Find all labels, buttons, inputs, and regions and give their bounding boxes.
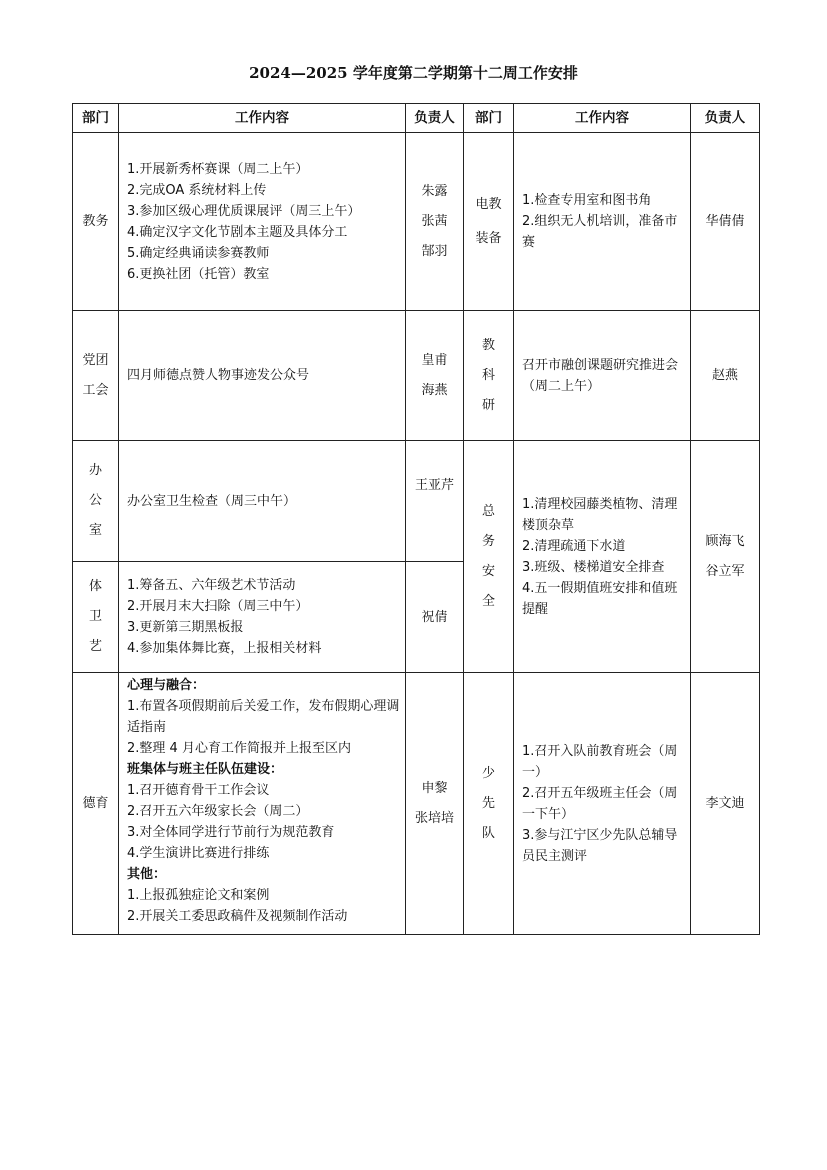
- header-dept: 部门: [73, 104, 119, 133]
- page-title: 2024—2025 学年度第二学期第十二周工作安排: [249, 64, 578, 82]
- content-bangongshi: 办公室卫生检查（周三中午）: [119, 441, 406, 562]
- table-row: [73, 673, 760, 935]
- table-row: [73, 441, 760, 562]
- content-jiaokeyan: 召开市融创课题研究推进会（周二上午）: [514, 311, 691, 441]
- dept-zongwu: 总 务 安 全: [464, 441, 514, 673]
- content-zongwu: 1.清理校园藤类植物、清理楼顶杂草 2.清理疏通下水道 3.班级、楼梯道安全排查 4.五一假期值班安排和值班提醒: [514, 441, 691, 673]
- header-content-2: 工作内容: [514, 104, 691, 133]
- content-dianjiao: 1.检查专用室和图书角 2.组织无人机培训，准备市赛: [514, 133, 691, 311]
- dept-jiaokeyan: 教 科 研: [464, 311, 514, 441]
- dept-dianjiao: 电教 装备: [464, 133, 514, 311]
- dept-jiaowu: 教务: [73, 133, 119, 311]
- owner-dangtuan: 皇甫 海燕: [406, 311, 464, 441]
- schedule-table: [72, 103, 760, 935]
- header-owner: 负责人: [406, 104, 464, 133]
- dept-deyu: 德育: [73, 673, 119, 935]
- content-dangtuan: 四月师德点赞人物事迹发公众号: [119, 311, 406, 441]
- header-content: 工作内容: [119, 104, 406, 133]
- owner-dianjiao: 华倩倩: [691, 133, 760, 311]
- table-row: [73, 311, 760, 441]
- content-tiweiyi: 1.筹备五、六年级艺术节活动 2.开展月末大扫除（周三中午） 3.更新第三期黑板报 4.参加集体舞比赛，上报相关材料: [119, 562, 406, 673]
- table-row: [73, 133, 760, 311]
- dept-shaoxiandui: 少 先 队: [464, 673, 514, 935]
- content-jiaowu: 1.开展新秀杯赛课（周二上午） 2.完成OA 系统材料上传 3.参加区级心理优质课展评（周三上午） 4.确定汉字文化节剧本主题及具体分工 5.确定经典诵读参赛教师 6.更换社团（托管）教室: [119, 133, 406, 311]
- content-shaoxiandui: 1.召开入队前教育班会（周一） 2.召开五年级班主任会（周一下午） 3.参与江宁区少先队总辅导员民主测评: [514, 673, 691, 935]
- dept-tiweiyi: 体 卫 艺: [73, 562, 119, 673]
- header-owner-2: 负责人: [691, 104, 760, 133]
- owner-shaoxiandui: 李文迪: [691, 673, 760, 935]
- owner-zongwu: 顾海飞 谷立军: [691, 441, 760, 673]
- header-dept-2: 部门: [464, 104, 514, 133]
- owner-tiweiyi: 祝倩: [406, 562, 464, 673]
- owner-jiaokeyan: 赵燕: [691, 311, 760, 441]
- content-deyu: 心理与融合： 1.布置各项假期前后关爱工作，发布假期心理调适指南 2.整理 4 月心育工作简报并上报至区内 班集体与班主任队伍建设： 1.召开德育骨干工作会议 2.召开五六年级家长会（周二） 3.对全体同学进行节前行为规范教育 4.学生演讲比赛进行排练 其他： 1.上报孤独症论文和案例 2.开展关工委思政稿件及视频制作活动: [119, 673, 406, 935]
- owner-jiaowu: 朱露 张茜 郜羽: [406, 133, 464, 311]
- dept-bangongshi: 办 公 室: [73, 441, 119, 562]
- dept-dangtuan: 党团 工会: [73, 311, 119, 441]
- owner-bangongshi: 王亚芹: [406, 441, 464, 562]
- header-row: [73, 104, 760, 133]
- owner-deyu: 申黎 张培培: [406, 673, 464, 935]
